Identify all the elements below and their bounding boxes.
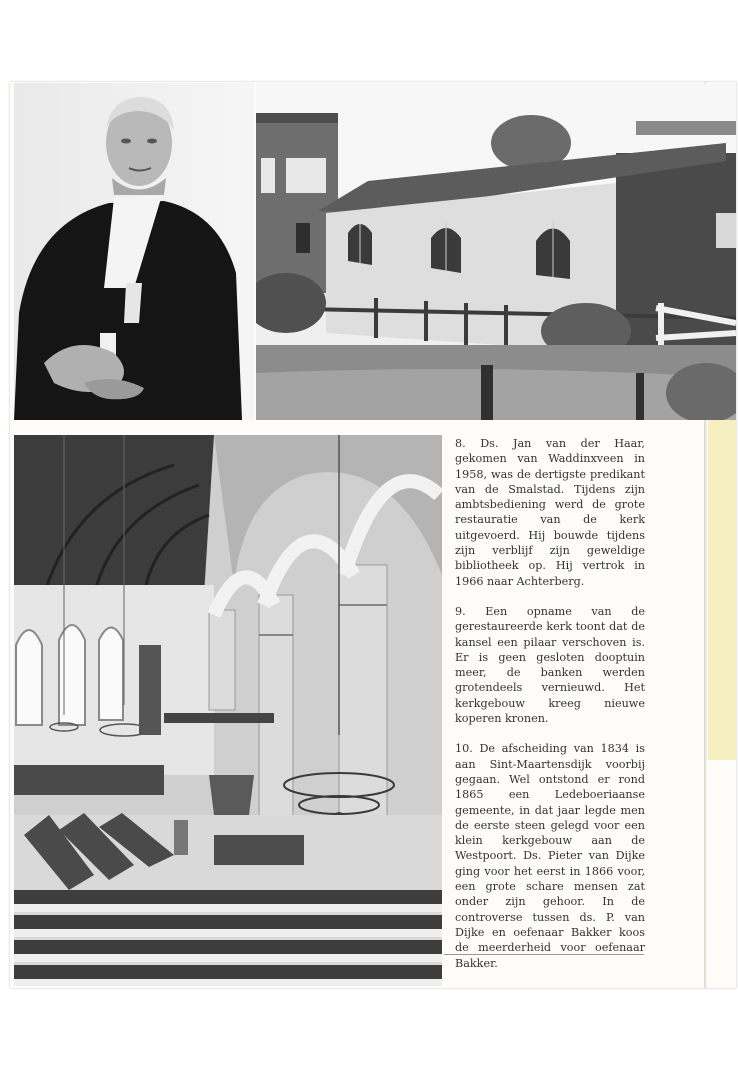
church-interior-photo [14,435,442,986]
church-exterior-photo [256,83,736,420]
caption-9: 9. Een opname van de gerestaureerde kerk toont dat de kansel een pilaar verschoven is. Er is geen gesloten dooptuin meer, de banken werden grotendeels vernieuwd. Het kerkgebouw kreeg nieuwe koperen kronen. [455,604,645,726]
page-edge-tab [708,385,736,760]
caption-8: 8. Ds. Jan van der Haar, gekomen van Waddinxveen in 1958, was de dertigste predikant van de Smalstad. Tijdens zijn ambtsbediening werd de grote restauratie van de kerk uitgevoerd. Hij bouwde tijdens zijn verblijf zijn geweldige bibliotheek op. Hij vertrok in 1966 naar Achterberg. [455,437,645,588]
caption-divider [444,954,644,955]
minister-portrait-photo [14,83,254,420]
captions-column [455,436,645,986]
caption-10: 10. De afscheiding van 1834 is aan Sint-Maartensdijk voorbij gegaan. Wel ontstond er rond 1865 een Ledeboeriaanse gemeente, in dat jaar legde men de eerste steen gelegd voor een klein kerkgebouw aan de Westpoort. Ds. Pieter van Dijke ging voor het eerst in 1866 voor, een grote schare mensen zat onder zijn gehoor. In de controverse tussen ds. P. van Dijke en oefenaar Bakker koos de meerderheid voor oefenaar Bakker. [455,742,645,970]
